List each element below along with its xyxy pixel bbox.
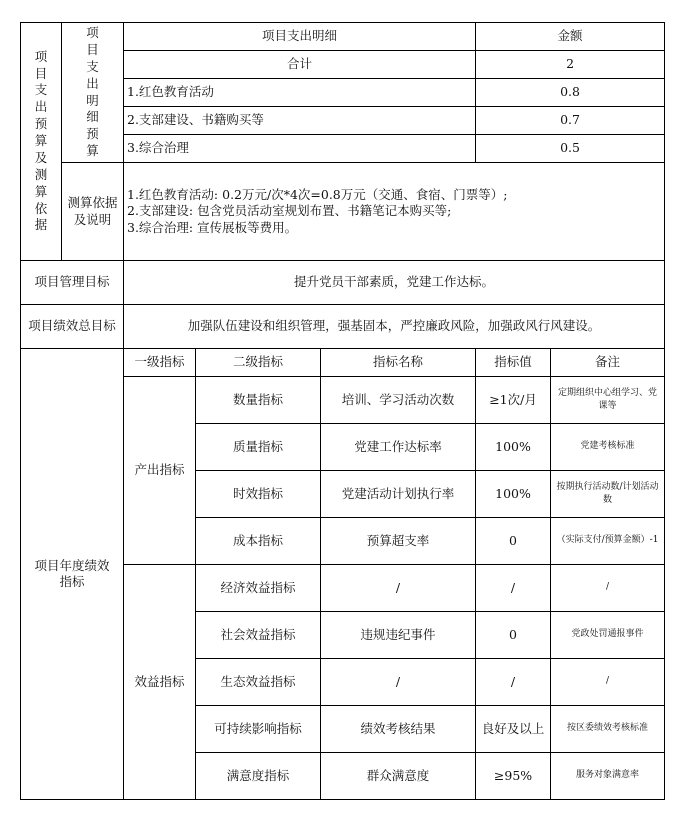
header-remark: 备注 [551, 349, 665, 377]
level2-indicator: 质量指标 [196, 424, 321, 471]
calc-line: 3.综合治理: 宣传展板等费用。 [127, 219, 298, 235]
budget-item-name: 2.支部建设、书籍购买等 [124, 107, 476, 135]
benefit-indicator-label: 效益指标 [124, 565, 196, 800]
calc-basis-label: 测算依据及说明 [62, 163, 124, 261]
header-level2: 二级指标 [196, 349, 321, 377]
total-amount: 2 [476, 51, 665, 79]
output-indicator-label: 产出指标 [124, 377, 196, 565]
indicator-name: 党建活动计划执行率 [321, 471, 476, 518]
indicator-name: 群众满意度 [321, 753, 476, 800]
budget-item-amount: 0.5 [476, 135, 665, 163]
level2-indicator: 可持续影响指标 [196, 706, 321, 753]
indicator-value: 良好及以上 [476, 706, 551, 753]
header-amount: 金额 [476, 23, 665, 51]
level2-indicator: 成本指标 [196, 518, 321, 565]
header-item: 项目支出明细 [124, 23, 476, 51]
calc-line: 1.红色教育活动: 0.2万元/次*4次=0.8万元（交通、食宿、门票等）; [127, 187, 508, 203]
level2-indicator: 满意度指标 [196, 753, 321, 800]
indicator-remark: 服务对象满意率 [551, 753, 665, 800]
level2-indicator: 经济效益指标 [196, 565, 321, 612]
indicator-value: ≥95% [476, 753, 551, 800]
indicator-remark: 按期执行活动数/计划活动数 [551, 471, 665, 518]
indicators-section-label: 项目年度绩效指标 [21, 349, 124, 800]
indicator-remark: （实际支付/预算金额）-1 [551, 518, 665, 565]
indicator-remark: 定期组织中心组学习、党课等 [551, 377, 665, 424]
indicator-name: 培训、学习活动次数 [321, 377, 476, 424]
indicator-name: 违规违纪事件 [321, 612, 476, 659]
indicator-remark: / [551, 659, 665, 706]
indicator-value: 0 [476, 612, 551, 659]
budget-item-amount: 0.8 [476, 79, 665, 107]
level2-indicator: 数量指标 [196, 377, 321, 424]
detail-budget-label: 项目支出明细预算 [62, 23, 124, 163]
indicator-name: 预算超支率 [321, 518, 476, 565]
mgmt-goal-label: 项目管理目标 [21, 261, 124, 305]
performance-target-form [20, 22, 664, 800]
indicator-name: 党建工作达标率 [321, 424, 476, 471]
indicator-remark: 按区委绩效考核标准 [551, 706, 665, 753]
indicator-name: / [321, 659, 476, 706]
indicator-name: / [321, 565, 476, 612]
mgmt-goal-value: 提升党员干部素质，党建工作达标。 [124, 261, 665, 305]
budget-item-amount: 0.7 [476, 107, 665, 135]
perf-goal-label: 项目绩效总目标 [21, 305, 124, 349]
indicator-remark: / [551, 565, 665, 612]
perf-goal-value: 加强队伍建设和组织管理，强基固本，严控廉政风险，加强政风行风建设。 [124, 305, 665, 349]
budget-section-label: 项目支出预算及测算依据 [21, 23, 62, 261]
indicator-value: / [476, 565, 551, 612]
indicator-value: / [476, 659, 551, 706]
budget-performance-table [20, 22, 665, 800]
indicator-value: 100% [476, 424, 551, 471]
indicator-name: 绩效考核结果 [321, 706, 476, 753]
header-indicator-value: 指标值 [476, 349, 551, 377]
indicator-remark: 党建考核标准 [551, 424, 665, 471]
indicator-value: ≥1次/月 [476, 377, 551, 424]
total-label: 合计 [124, 51, 476, 79]
level2-indicator: 时效指标 [196, 471, 321, 518]
budget-item-name: 1.红色教育活动 [124, 79, 476, 107]
calc-basis-text [124, 163, 665, 261]
calc-line: 2.支部建设: 包含党员活动室规划布置、书籍笔记本购买等; [127, 203, 452, 219]
indicator-value: 0 [476, 518, 551, 565]
level2-indicator: 生态效益指标 [196, 659, 321, 706]
level2-indicator: 社会效益指标 [196, 612, 321, 659]
indicator-remark: 党政处罚通报事件 [551, 612, 665, 659]
budget-item-name: 3.综合治理 [124, 135, 476, 163]
header-level1: 一级指标 [124, 349, 196, 377]
indicator-value: 100% [476, 471, 551, 518]
header-indicator-name: 指标名称 [321, 349, 476, 377]
